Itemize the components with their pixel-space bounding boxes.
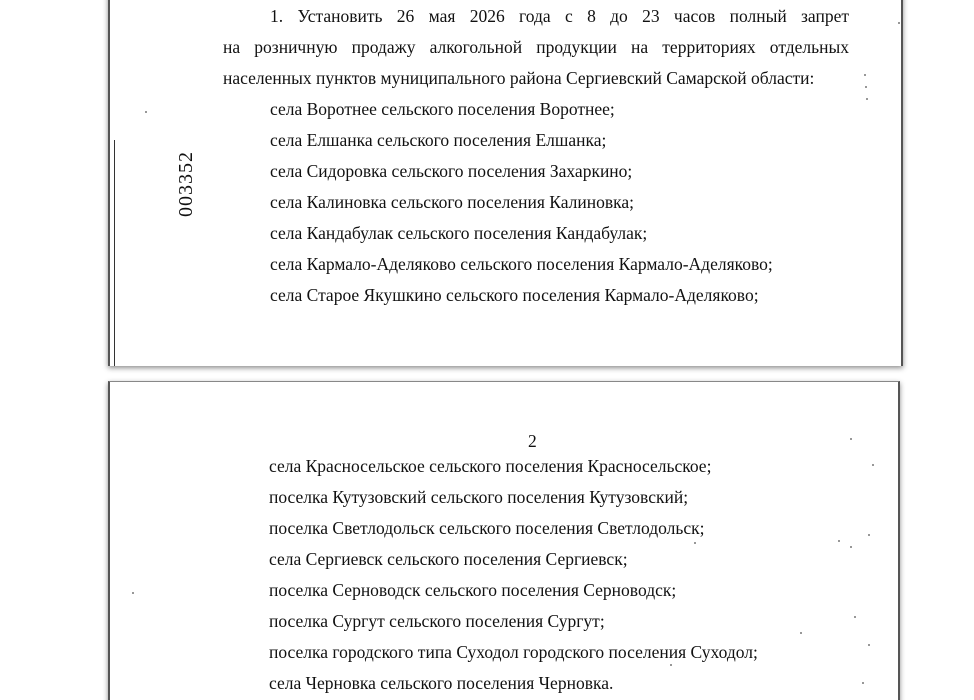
scan-margin-line <box>114 140 115 366</box>
settlement-list-item: села Сидоровка сельского поселения Захаркино; <box>270 161 633 181</box>
scan-speck <box>850 546 852 548</box>
settlement-list-item: села Черновка сельского поселения Черновка. <box>269 673 614 693</box>
settlement-list-item: села Кандабулак сельского поселения Кандабулак; <box>270 223 648 243</box>
paragraph-line-2: на розничную продажу алкогольной продукции на территориях отдельных <box>223 37 849 57</box>
scan-speck <box>872 464 874 466</box>
page-number: 2 <box>528 431 537 451</box>
settlement-list-item: поселка Светлодольск сельского поселения Светлодольск; <box>269 518 705 538</box>
registration-stamp-number: 003352 <box>175 151 197 217</box>
settlement-list-item: села Красносельское сельского поселения Красносельское; <box>269 456 712 476</box>
settlement-list-item: села Старое Якушкино сельского поселения Кармало-Аделяково; <box>270 285 759 305</box>
scan-speck <box>868 534 870 536</box>
scan-speck <box>850 438 852 440</box>
settlement-list-item: поселка Сургут сельского поселения Сургут; <box>269 611 605 631</box>
settlement-list-item: поселка Кутузовский сельского поселения Кутузовский; <box>269 487 689 507</box>
document-page-1 <box>108 0 903 366</box>
scan-speck <box>862 682 864 684</box>
paragraph-line-3: населенных пунктов муниципального района Сергиевский Самарской области: <box>223 68 815 88</box>
scan-speck <box>898 22 900 24</box>
settlement-list-item: села Елшанка сельского поселения Елшанка; <box>270 130 607 150</box>
scan-speck <box>145 111 147 113</box>
scan-speck <box>800 632 802 634</box>
settlement-list-item: села Калиновка сельского поселения Калиновка; <box>270 192 634 212</box>
settlement-list-item: села Кармало-Аделяково сельского поселения Кармало-Аделяково; <box>270 254 773 274</box>
scan-speck <box>132 592 134 594</box>
scan-speck <box>866 98 868 100</box>
settlement-list-item: села Сергиевск сельского поселения Сергиевск; <box>269 549 628 569</box>
scan-speck <box>868 644 870 646</box>
scan-speck <box>864 74 866 76</box>
scan-speck <box>865 86 867 88</box>
document-page-2 <box>108 381 900 700</box>
scan-speck <box>670 664 672 666</box>
paragraph-line-1: 1. Установить 26 мая 2026 года с 8 до 23 часов полный запрет <box>270 6 849 26</box>
settlement-list-item: поселка Серноводск сельского поселения Серноводск; <box>269 580 677 600</box>
scan-speck <box>854 616 856 618</box>
scan-speck <box>694 542 696 544</box>
settlement-list-item: поселка городского типа Суходол городского поселения Суходол; <box>269 642 758 662</box>
settlement-list-item: села Воротнее сельского поселения Воротнее; <box>270 99 615 119</box>
scan-speck <box>838 540 840 542</box>
